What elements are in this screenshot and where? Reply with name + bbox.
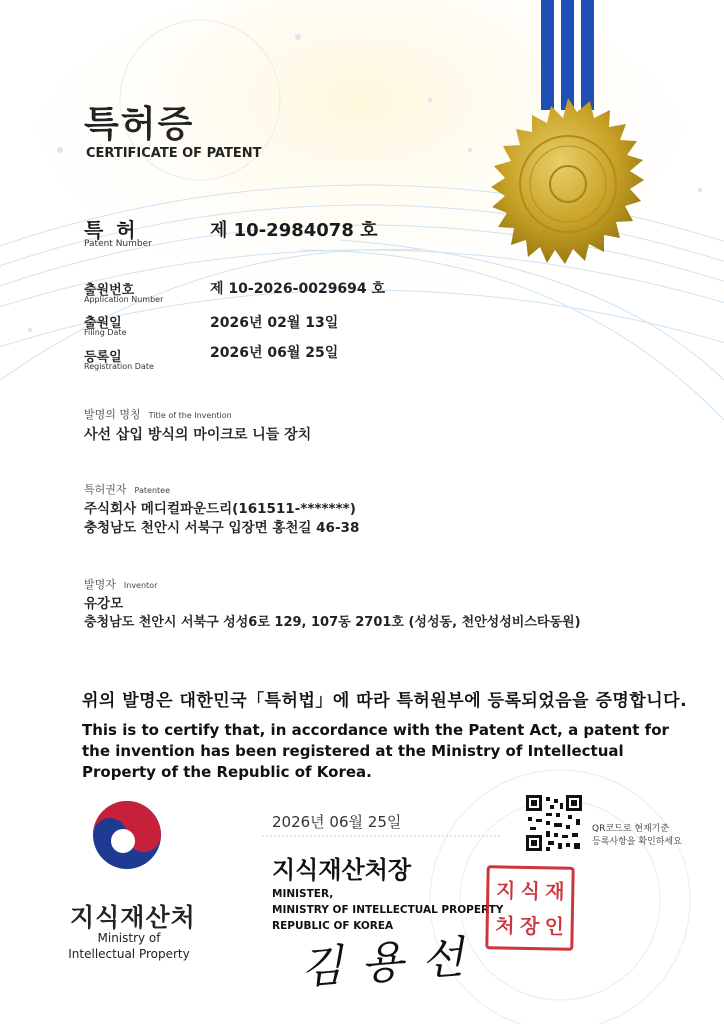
invention-label-ko: 발명의 명칭: [84, 408, 141, 421]
patentee-address: 충청남도 천안시 서북구 입장면 홍천길 46-38: [84, 520, 360, 536]
minister-title-en-line1: MINISTER,: [272, 888, 334, 900]
inventor-label-en: Inventor: [123, 581, 158, 590]
stamp-char: 처: [495, 912, 515, 938]
registration-label-ko: 등록일: [84, 350, 122, 365]
agency-name-ko: 지식재산처: [70, 903, 196, 932]
filing-label-ko: 출원일: [84, 316, 122, 331]
agency-name-en: Ministry of Intellectual Property: [68, 931, 190, 961]
official-stamp: [485, 865, 574, 951]
inventor-label: [84, 576, 157, 592]
application-label-ko: 출원번호: [84, 283, 135, 298]
registration-date: 2026년 06월 25일: [210, 345, 339, 361]
stamp-char: 재: [545, 878, 565, 904]
certificate-title-en: CERTIFICATE OF PATENT: [86, 146, 262, 161]
stamp-char: 장: [519, 913, 540, 938]
minister-signature: 김용선: [298, 930, 484, 995]
qr-note-line1: QR코드로 현재기준: [592, 824, 670, 834]
application-label-en: Application Number: [84, 295, 164, 304]
qr-note-line2: 등록사항을 확인하세요: [592, 837, 682, 847]
patent-label-en: Patent Number: [84, 239, 152, 249]
certification-statement-en: This is to certify that, in accordance with the Patent Act, a patent for the invention has been registered at the Ministry of Intellectual Property of the Republic of Korea.: [82, 721, 669, 781]
certificate-title-ko: 특허증: [84, 104, 195, 145]
invention-label: [84, 406, 232, 422]
invention-title: 사선 삽입 방식의 마이크로 니들 장치: [84, 427, 312, 443]
agency-logo-mark: [93, 801, 161, 869]
patentee-label: [84, 481, 170, 497]
stamp-char: 인: [544, 913, 565, 939]
qr-note: [592, 823, 702, 849]
filing-label-en: Filing Date: [84, 328, 127, 337]
minister-title-en-line2: MINISTRY OF INTELLECTUAL PROPERTY: [272, 904, 504, 916]
seal-ribbon: [541, 0, 594, 110]
issue-date: 2026년 06월 25일: [272, 813, 402, 831]
patentee-label-ko: 특허권자: [84, 483, 127, 496]
application-number: 제 10-2026-0029694 호: [210, 281, 386, 297]
inventor-address: 충청남도 천안시 서북구 성성6로 129, 107동 2701호 (성성동, 천안성성비스타동원): [84, 615, 581, 630]
patent-label-ko: 특 허: [84, 218, 139, 242]
inventor-name: 유강모: [84, 596, 124, 612]
invention-label-en: Title of the Invention: [148, 411, 232, 420]
patentee-label-en: Patentee: [134, 486, 170, 495]
patentee-name: 주식회사 메디컬파운드리(161511-*******): [84, 501, 356, 517]
inventor-label-ko: 발명자: [84, 578, 116, 591]
qr-code: [526, 795, 582, 851]
patent-number: 제 10-2984078 호: [210, 220, 378, 241]
registration-label-en: Registration Date: [84, 362, 154, 371]
stamp-char: 식: [520, 878, 541, 903]
certification-statement-ko: 위의 발명은 대한민국「특허법」에 따라 특허원부에 등록되었음을 증명합니다.: [82, 691, 688, 711]
minister-title-ko: 지식재산처장: [272, 856, 412, 884]
stamp-char: 지: [495, 877, 516, 903]
filing-date: 2026년 02월 13일: [210, 315, 339, 331]
minister-title-en-line3: REPUBLIC OF KOREA: [272, 920, 394, 932]
